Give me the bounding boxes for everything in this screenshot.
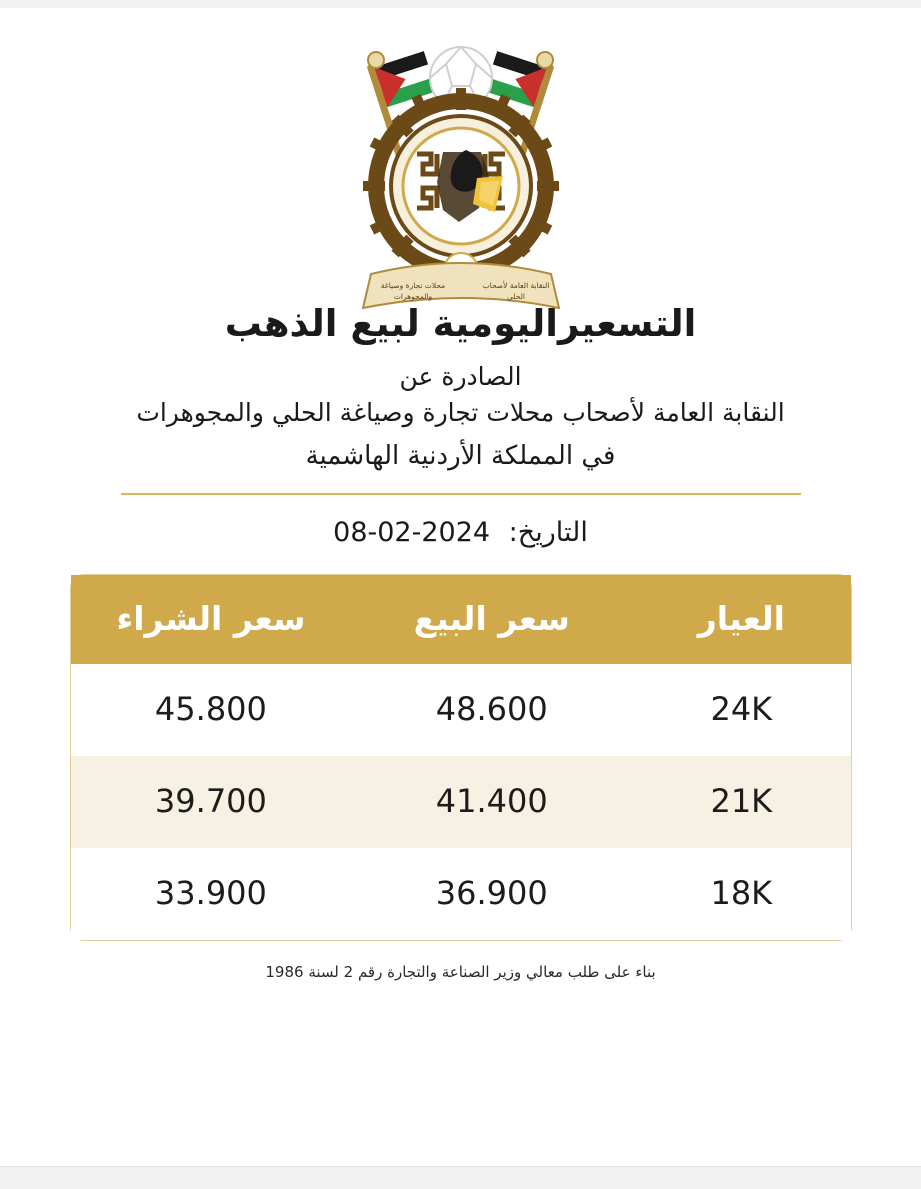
cell-sell-price: 48.600 bbox=[351, 664, 632, 756]
gold-price-table-container bbox=[70, 574, 852, 941]
table-row bbox=[71, 664, 851, 756]
cell-sell-price: 36.900 bbox=[351, 848, 632, 940]
cell-buy-price: 33.900 bbox=[71, 848, 352, 940]
cell-buy-price: 39.700 bbox=[71, 756, 352, 848]
table-row bbox=[71, 848, 851, 940]
table-header bbox=[71, 575, 851, 664]
table-body bbox=[71, 664, 851, 940]
organization-line-1: النقابة العامة لأصحاب محلات تجارة وصياغة الحلي والمجوهرات bbox=[136, 398, 785, 428]
svg-text:الحلي: الحلي bbox=[506, 292, 525, 301]
column-header-karat: العيار bbox=[632, 575, 850, 664]
table-header-row bbox=[71, 575, 851, 664]
cell-buy-price: 45.800 bbox=[71, 664, 352, 756]
footnote: بناء على طلب معالي وزير الصناعة والتجارة رقم 2 لسنة 1986 bbox=[265, 963, 656, 982]
syndicate-emblem bbox=[331, 26, 591, 301]
cell-karat: 24K bbox=[632, 664, 850, 756]
date-label: التاريخ: bbox=[508, 517, 588, 549]
column-header-buy-price: سعر الشراء bbox=[71, 575, 352, 664]
svg-text:النقابة العامة لأصحاب: النقابة العامة لأصحاب bbox=[482, 281, 549, 290]
date-line bbox=[333, 517, 588, 548]
cell-sell-price: 41.400 bbox=[351, 756, 632, 848]
date-value: 08-02-2024 bbox=[333, 517, 491, 549]
organization-line-2: في المملكة الأردنية الهاشمية bbox=[305, 440, 616, 471]
svg-text:محلات تجارة وصياغة: محلات تجارة وصياغة bbox=[380, 281, 445, 290]
cell-karat: 18K bbox=[632, 848, 850, 940]
cell-karat: 21K bbox=[632, 756, 850, 848]
gold-divider bbox=[121, 493, 801, 495]
issuer-block bbox=[136, 359, 784, 475]
column-header-sell-price: سعر البيع bbox=[351, 575, 632, 664]
issued-by-label: الصادرة عن bbox=[399, 362, 522, 391]
top-margin-strip bbox=[0, 0, 921, 8]
bottom-margin-strip bbox=[0, 1166, 921, 1189]
page-title: التسعيراليومية لبيع الذهب bbox=[224, 302, 697, 345]
table-row bbox=[71, 756, 851, 848]
gold-price-table bbox=[71, 575, 851, 940]
svg-text:والمجوهرات: والمجوهرات bbox=[393, 292, 432, 301]
